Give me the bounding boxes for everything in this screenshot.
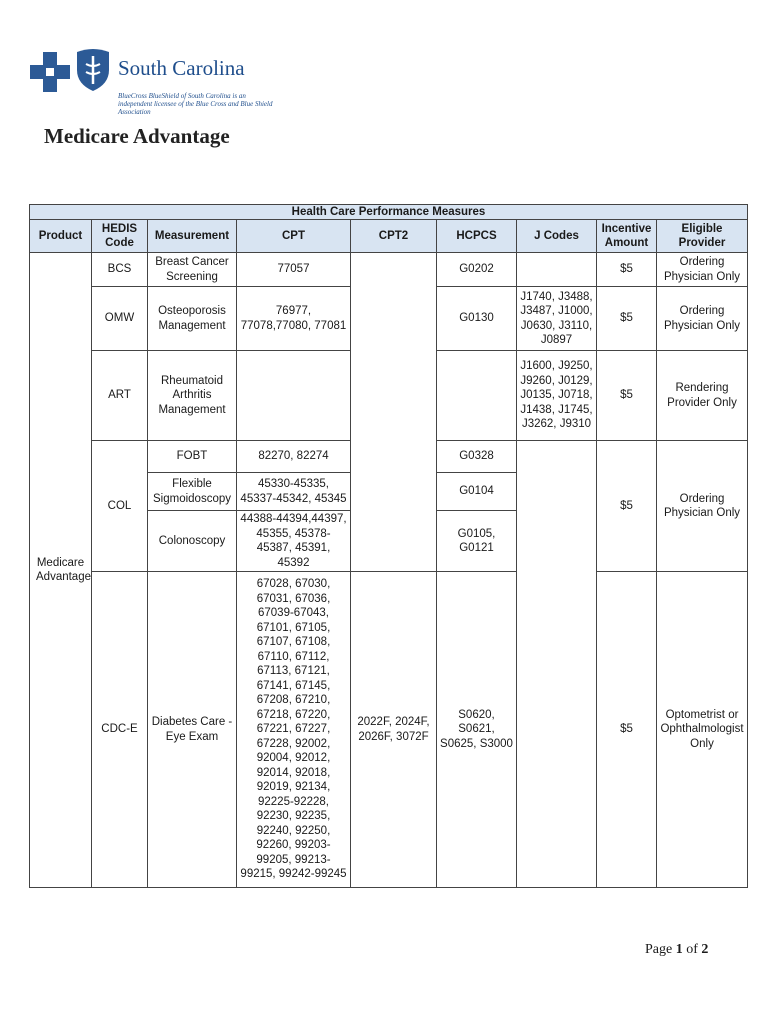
blue-shield-icon — [75, 48, 111, 92]
incentive-amount: $5 — [597, 351, 657, 441]
cpt-codes: 76977, 77078,77080, 77081 — [237, 287, 351, 351]
hcpcs-codes: G0104 — [437, 473, 517, 511]
page-title: Medicare Advantage — [44, 124, 230, 148]
hedis-code: CDC-E — [92, 572, 148, 888]
bcbs-logo — [30, 48, 273, 120]
page-number — [645, 942, 708, 958]
column-header: Measurement — [148, 220, 237, 253]
column-header: Product — [30, 220, 92, 253]
measurement: Osteoporosis Management — [148, 287, 237, 351]
eligible-provider: Optometrist or Ophthalmologist Only — [657, 572, 748, 888]
measurement: Flexible Sigmoidoscopy — [148, 473, 237, 511]
cpt-codes — [237, 351, 351, 441]
page-label: Page — [645, 942, 673, 957]
table-banner: Health Care Performance Measures — [30, 205, 748, 220]
column-header: HCPCS — [437, 220, 517, 253]
column-header: J Codes — [517, 220, 597, 253]
incentive-amount: $5 — [597, 253, 657, 287]
column-header: CPT — [237, 220, 351, 253]
total-pages: 2 — [701, 942, 709, 957]
cpt2-codes: 2022F, 2024F, 2026F, 3072F — [351, 572, 437, 888]
hcpcs-codes: G0105, G0121 — [437, 511, 517, 572]
measurement: Colonoscopy — [148, 511, 237, 572]
table-row — [30, 253, 748, 287]
hcpcs-codes: G0130 — [437, 287, 517, 351]
page-of: of — [686, 942, 698, 957]
cpt-codes: 44388-44394,44397, 45355, 45378-45387, 45391, 45392 — [237, 511, 351, 572]
cpt-codes: 77057 — [237, 253, 351, 287]
performance-measures-table — [29, 204, 748, 888]
hcpcs-codes — [437, 351, 517, 441]
measurement: Breast Cancer Screening — [148, 253, 237, 287]
hcpcs-codes: G0202 — [437, 253, 517, 287]
measurement: FOBT — [148, 441, 237, 473]
cpt-codes: 82270, 82274 — [237, 441, 351, 473]
cpt-codes: 45330-45335, 45337-45342, 45345 — [237, 473, 351, 511]
column-header: Eligible Provider — [657, 220, 748, 253]
j-codes: J1600, J9250, J9260, J0129, J0135, J0718, J1438, J1745, J3262, J9310 — [517, 351, 597, 441]
incentive-amount: $5 — [597, 287, 657, 351]
incentive-amount: $5 — [597, 572, 657, 888]
column-header: Incentive Amount — [597, 220, 657, 253]
hedis-code: ART — [92, 351, 148, 441]
j-codes — [517, 441, 597, 888]
hedis-code: OMW — [92, 287, 148, 351]
eligible-provider: Ordering Physician Only — [657, 287, 748, 351]
hcpcs-codes: G0328 — [437, 441, 517, 473]
current-page: 1 — [675, 942, 683, 957]
table-row — [30, 572, 748, 888]
j-codes: J1740, J3488, J3487, J1000, J0630, J3110, J0897 — [517, 287, 597, 351]
eligible-provider: Rendering Provider Only — [657, 351, 748, 441]
eligible-provider: Ordering Physician Only — [657, 441, 748, 572]
product-cell: Medicare Advantage — [30, 253, 92, 888]
cpt-codes: 67028, 67030, 67031, 67036, 67039-67043, 67101, 67105, 67107, 67108, 67110, 67112, 67113, 67121, 67141, 67145, 67208, 67210, 67218, 67220, 67221, 67227, 67228, 92002, 92004, 92012, 92014, 92018, 92019, 92134, 92225-92228, 92230, 92235, 92240, 92250, 92260, 99203-99205, 99213-99215, 99242-99245 — [237, 572, 351, 888]
incentive-amount: $5 — [597, 441, 657, 572]
cpt2-codes — [351, 253, 437, 572]
logo-fine-print: BlueCross BlueShield of South Carolina is an independent licensee of the Blue Cross and Blue Shield Association — [118, 92, 273, 116]
j-codes — [517, 253, 597, 287]
measurement: Diabetes Care - Eye Exam — [148, 572, 237, 888]
hedis-code: COL — [92, 441, 148, 572]
hedis-code: BCS — [92, 253, 148, 287]
column-header: CPT2 — [351, 220, 437, 253]
column-header: HEDIS Code — [92, 220, 148, 253]
hcpcs-codes: S0620, S0621, S0625, S3000 — [437, 572, 517, 888]
blue-cross-icon — [30, 52, 70, 92]
eligible-provider: Ordering Physician Only — [657, 253, 748, 287]
measurement: Rheumatoid Arthritis Management — [148, 351, 237, 441]
logo-wordmark: South Carolina — [118, 56, 245, 80]
